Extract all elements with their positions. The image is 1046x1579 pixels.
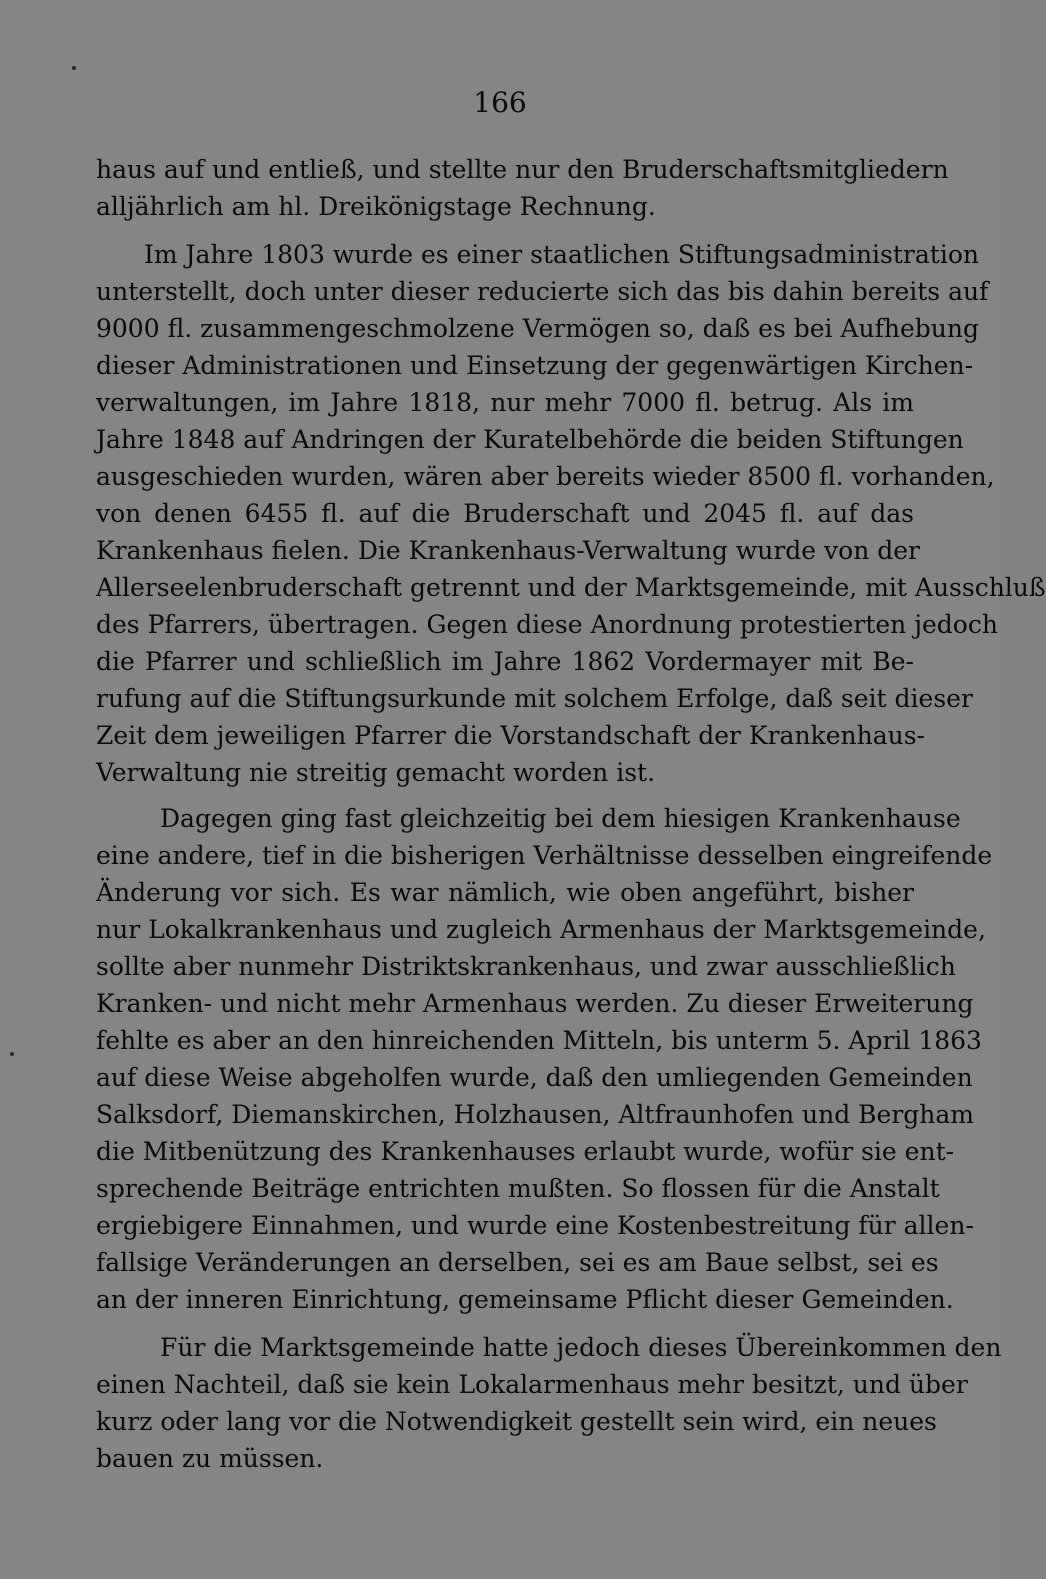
text-line: die Mitbenützung des Krankenhauses erlaubt wurde, wofür sie ent- <box>96 1137 955 1166</box>
text-line: alljährlich am hl. Dreikönigstage Rechnung. <box>96 192 656 221</box>
text-line: des Pfarrers, übertragen. Gegen diese Anordnung protestierten jedoch <box>96 610 998 639</box>
text-line: dieser Administrationen und Einsetzung der gegenwärtigen Kirchen- <box>96 351 974 380</box>
text-line: eine andere, tief in die bisherigen Verhältnisse desselben eingreifende <box>96 841 993 870</box>
text-line: nur Lokalkrankenhaus und zugleich Armenhaus der Marktsgemeinde, <box>96 915 986 944</box>
paragraph-3 <box>96 800 993 1318</box>
text-line: Verwaltung nie streitig gemacht worden ist. <box>96 758 656 787</box>
text-line: haus auf und entließ, und stellte nur den Bruderschaftsmitgliedern <box>96 155 949 184</box>
text-line: rufung auf die Stiftungsurkunde mit solchem Erfolge, daß seit dieser <box>96 684 973 713</box>
text-line: verwaltungen, im Jahre 1818, nur mehr 7000 fl. betrug. Als im <box>96 388 914 417</box>
text-line: unterstellt, doch unter dieser reducierte sich das bis dahin bereits auf <box>96 277 989 306</box>
paragraph-1 <box>96 151 949 225</box>
text-line: an der inneren Einrichtung, gemeinsame Pflicht dieser Gemeinden. <box>96 1285 954 1314</box>
text-line: sprechende Beiträge entrichten mußten. So flossen für die Anstalt <box>96 1174 940 1203</box>
text-line: 9000 fl. zusammengeschmolzene Vermögen so, daß es bei Aufhebung <box>96 314 980 343</box>
paragraph-4 <box>96 1329 1002 1477</box>
text-line: fallsige Veränderungen an derselben, sei es am Baue selbst, sei es <box>96 1248 939 1277</box>
page-number: 166 <box>473 86 527 119</box>
text-line: Krankenhaus fielen. Die Krankenhaus-Verwaltung wurde von der <box>96 536 921 565</box>
paragraph-2 <box>96 236 1046 791</box>
text-line: Im Jahre 1803 wurde es einer staatlichen Stiftungsadministration <box>144 240 979 269</box>
text-line: bauen zu müssen. <box>96 1444 324 1473</box>
text-line: fehlte es aber an den hinreichenden Mitteln, bis unterm 5. April 1863 <box>96 1026 982 1055</box>
text-line: von denen 6455 fl. auf die Bruderschaft und 2045 fl. auf das <box>96 499 914 528</box>
text-line: Salksdorf, Diemanskirchen, Holzhausen, Altfraunhofen und Bergham <box>96 1100 975 1129</box>
text-line: Für die Marktsgemeinde hatte jedoch dieses Übereinkommen den <box>160 1333 1002 1362</box>
text-line: Änderung vor sich. Es war nämlich, wie oben angeführt, bisher <box>96 878 914 907</box>
text-line: auf diese Weise abgeholfen wurde, daß den umliegenden Gemeinden <box>96 1063 973 1092</box>
text-line: Jahre 1848 auf Andringen der Kuratelbehörde die beiden Stiftungen <box>96 425 964 454</box>
text-line: ergiebigere Einnahmen, und wurde eine Kostenbestreitung für allen- <box>96 1211 974 1240</box>
text-line: Zeit dem jeweiligen Pfarrer die Vorstandschaft der Krankenhaus- <box>96 721 925 750</box>
scan-speck <box>72 66 76 70</box>
scan-speck <box>10 1052 14 1056</box>
text-line: Allerseelenbruderschaft getrennt und der Marktsgemeinde, mit Ausschluß <box>96 573 1046 602</box>
text-line: Kranken- und nicht mehr Armenhaus werden. Zu dieser Erweiterung <box>96 989 974 1018</box>
text-line: Dagegen ging fast gleichzeitig bei dem hiesigen Krankenhause <box>160 804 961 833</box>
text-line: ausgeschieden wurden, wären aber bereits wieder 8500 fl. vorhanden, <box>96 462 995 491</box>
text-line: sollte aber nunmehr Distriktskrankenhaus, und zwar ausschließlich <box>96 952 956 981</box>
text-line: die Pfarrer und schließlich im Jahre 1862 Vordermayer mit Be- <box>96 647 914 676</box>
text-line: einen Nachteil, daß sie kein Lokalarmenhaus mehr besitzt, und über <box>96 1370 968 1399</box>
text-line: kurz oder lang vor die Notwendigkeit gestellt sein wird, ein neues <box>96 1407 937 1436</box>
